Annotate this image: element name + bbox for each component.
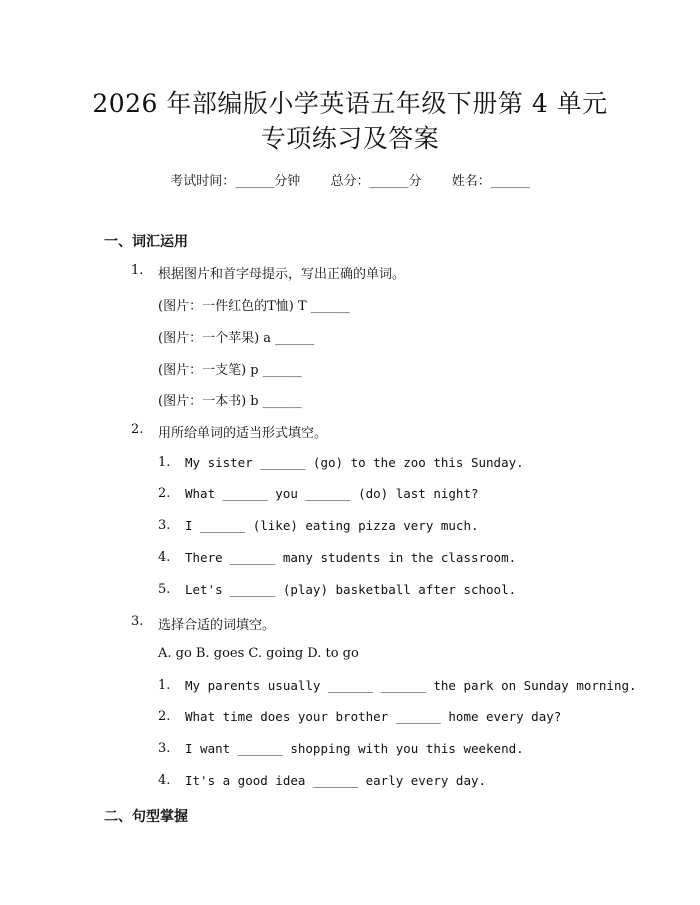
name-field: 姓名：______: [451, 174, 530, 189]
page-title-line-2: 专项练习及答案: [260, 124, 440, 153]
item-number: 5.: [158, 582, 171, 597]
fill-in-sentence: There ______ many students in the classroom.: [185, 550, 517, 565]
total-score-field: 总分：______分: [330, 174, 422, 189]
choice-sentence: I want ______ shopping with you this weekend.: [185, 741, 524, 756]
item-number: 4.: [158, 773, 171, 788]
picture-word-item: (图片：一件红色的T恤) T ______: [158, 299, 350, 314]
item-number: 4.: [158, 550, 171, 565]
picture-word-item: (图片：一个苹果) a ______: [158, 331, 315, 346]
item-number: 2.: [158, 486, 171, 501]
question-prompt: 根据图片和首字母提示，写出正确的单词。: [158, 267, 406, 282]
item-number: 3.: [158, 518, 171, 533]
fill-in-sentence: What ______ you ______ (do) last night?: [185, 486, 479, 501]
item-number: 2.: [158, 709, 171, 724]
item-number: 1.: [158, 455, 171, 470]
choice-sentence: My parents usually ______ ______ the park on Sunday morning.: [185, 678, 637, 693]
question-number: 1.: [131, 263, 144, 278]
page-title-line-1: 2026 年部编版小学英语五年级下册第 4 单元: [92, 89, 608, 118]
choice-sentence: What time does your brother ______ home every day?: [185, 709, 562, 724]
item-number: 3.: [158, 741, 171, 756]
fill-in-sentence: My sister ______ (go) to the zoo this Sunday.: [185, 455, 524, 470]
section-heading-vocabulary: 一、词汇运用: [104, 234, 188, 250]
fill-in-sentence: Let's ______ (play) basketball after school.: [185, 582, 517, 597]
fill-in-sentence: I ______ (like) eating pizza very much.: [185, 518, 479, 533]
exam-info: [0, 170, 700, 189]
item-number: 1.: [158, 678, 171, 693]
question-prompt: 用所给单词的适当形式填空。: [158, 426, 328, 441]
question-number: 2.: [131, 422, 144, 437]
question-prompt: 选择合适的词填空。: [158, 618, 276, 633]
section-heading-sentence-patterns: 二、句型掌握: [104, 809, 188, 825]
choice-sentence: It's a good idea ______ early every day.: [185, 773, 487, 788]
answer-options: A. go B. goes C. going D. to go: [158, 646, 359, 661]
exam-time-field: 考试时间：______分钟: [170, 174, 301, 189]
picture-word-item: (图片：一支笔) p ______: [158, 363, 302, 378]
picture-word-item: (图片：一本书) b ______: [158, 394, 302, 409]
question-number: 3.: [131, 614, 144, 629]
